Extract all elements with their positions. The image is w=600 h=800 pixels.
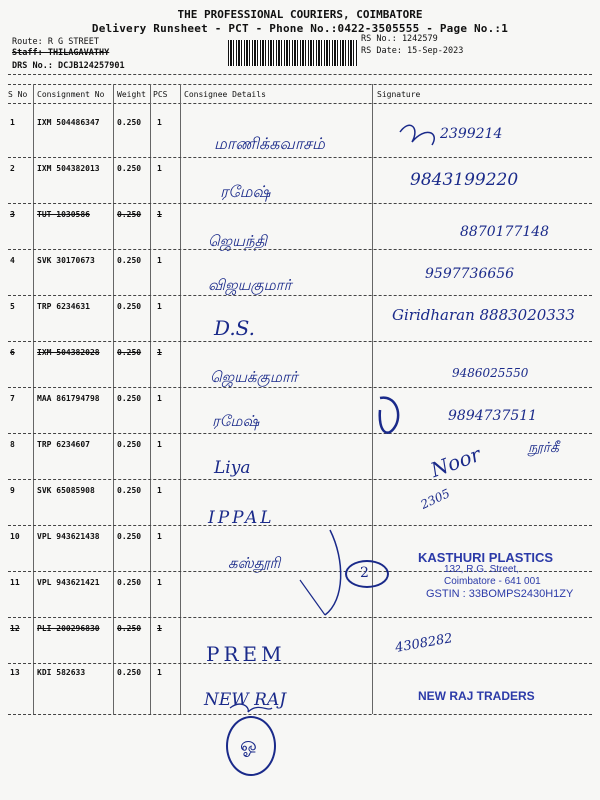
- row-consignee: NEW RAJ: [204, 690, 287, 710]
- row-consignee: மாணிக்கவாசம்: [214, 134, 325, 153]
- route-label: Route: R G STREET: [12, 37, 99, 47]
- row-consignment: IXM 504486347: [37, 118, 100, 127]
- row-consignment: TRP 6234607: [37, 440, 90, 449]
- stamp-line: Coimbatore - 641 001: [444, 576, 541, 587]
- row-pcs: 1: [157, 256, 162, 265]
- row-pcs: 1: [157, 394, 162, 403]
- row-weight: 0.250: [117, 118, 142, 127]
- col-header-pcs: PCS: [153, 90, 168, 99]
- col-header-weight: Weight: [117, 90, 146, 99]
- row-consignment: TUT 1030586: [37, 210, 90, 219]
- stamp-line: KASTHURI PLASTICS: [418, 550, 554, 565]
- row-pcs: 1: [157, 164, 162, 173]
- row-signature: 2305: [418, 486, 453, 512]
- row-pcs: 1: [157, 624, 162, 633]
- extra-signature: நூர்கீ: [528, 440, 559, 456]
- row-weight: 0.250: [117, 440, 142, 449]
- row-signature: Noor: [427, 441, 484, 483]
- row-weight: 0.250: [117, 164, 142, 173]
- row-pcs: 1: [157, 668, 162, 677]
- row-pcs: 1: [157, 532, 162, 541]
- row-pcs: 1: [157, 210, 162, 219]
- seal-mark-text: ஓ: [240, 732, 257, 756]
- row-pcs: 1: [157, 118, 162, 127]
- row-weight: 0.250: [117, 578, 142, 587]
- circled-number: [345, 560, 389, 588]
- rs-date-label: RS Date: 15-Sep-2023: [361, 46, 464, 56]
- row-pcs: 1: [157, 440, 162, 449]
- row-consignment: TRP 6234631: [37, 302, 90, 311]
- row-sno: 8: [10, 440, 15, 449]
- row-weight: 0.250: [117, 394, 142, 403]
- row-weight: 0.250: [117, 302, 142, 311]
- kasthuri-plastics-stamp: [418, 552, 573, 600]
- handwritten-seal-mark: [226, 716, 276, 776]
- row-consignee: Liya: [214, 458, 251, 478]
- rs-no-label: RS No.: 1242579: [361, 34, 438, 44]
- stamp-line: GSTIN : 33BOMPS2430H1ZY: [426, 588, 574, 600]
- row-signature: 9597736656: [425, 266, 515, 282]
- col-header-consignee: Consignee Details: [184, 90, 266, 99]
- row-consignment: KDI 582633: [37, 668, 86, 677]
- col-header-sno: S No: [8, 90, 28, 99]
- row-consignment: SVK 65085908: [37, 486, 95, 495]
- row-signature: 9843199220: [410, 170, 519, 190]
- row-consignee: விஜயகுமார்: [208, 276, 292, 294]
- row-weight: 0.250: [117, 624, 142, 633]
- row-consignment: SVK 30170673: [37, 256, 95, 265]
- row-pcs: 1: [157, 348, 162, 357]
- row-sno: 10: [10, 532, 20, 541]
- row-pcs: 1: [157, 486, 162, 495]
- row-consignee: PREM: [206, 642, 286, 666]
- row-weight: 0.250: [117, 486, 142, 495]
- row-sno: 6: [10, 348, 15, 357]
- row-sno: 9: [10, 486, 15, 495]
- new-raj-traders-stamp: NEW RAJ TRADERS: [418, 689, 535, 703]
- row-signature: 9894737511: [448, 408, 538, 424]
- row-weight: 0.250: [117, 532, 142, 541]
- row-consignee: ஜெயந்தி: [208, 232, 267, 250]
- row-signature: 2399214: [440, 126, 503, 142]
- row-signature: 4308282: [394, 631, 454, 656]
- col-header-consignment: Consignment No: [37, 90, 105, 99]
- row-consignee: ஜெயக்குமார்: [210, 368, 298, 386]
- row-consignment: IXM 504382013: [37, 164, 100, 173]
- row-sno: 4: [10, 256, 15, 265]
- row-signature: Giridharan 8883020333: [392, 306, 575, 324]
- circled-number-text: 2: [360, 565, 369, 581]
- row-sno: 5: [10, 302, 15, 311]
- drs-label: DRS No.: DCJB124257901: [12, 61, 125, 71]
- row-consignee: IPPAL: [208, 508, 275, 528]
- row-weight: 0.250: [117, 348, 142, 357]
- row-weight: 0.250: [117, 256, 142, 265]
- stamp-line: 132, R.G. Street,: [444, 564, 520, 575]
- row-consignment: IXM 504382028: [37, 348, 100, 357]
- row-sno: 7: [10, 394, 15, 403]
- company-title: THE PROFESSIONAL COURIERS, COIMBATORE: [177, 8, 423, 21]
- row-consignee: கஸ்தூரி: [228, 554, 281, 572]
- row-sno: 12: [10, 624, 20, 633]
- row-sno: 11: [10, 578, 20, 587]
- row-consignment: PLI 200296830: [37, 624, 100, 633]
- row-pcs: 1: [157, 578, 162, 587]
- row-consignment: MAA 861794798: [37, 394, 100, 403]
- staff-label: Staff: THILAGAVATHY: [12, 48, 110, 58]
- row-pcs: 1: [157, 302, 162, 311]
- row-consignee: ரமேஷ்: [220, 182, 271, 201]
- row-sno: 1: [10, 118, 15, 127]
- row-weight: 0.250: [117, 210, 142, 219]
- row-consignment: VPL 943621421: [37, 578, 100, 587]
- row-consignee: D.S.: [214, 316, 256, 340]
- row-signature: 9486025550: [452, 366, 529, 380]
- row-weight: 0.250: [117, 668, 142, 677]
- row-consignee: ரமேஷ்: [212, 412, 260, 430]
- runsheet-title: Delivery Runsheet - PCT - Phone No.:0422-3505555 - Page No.:1: [91, 22, 509, 35]
- row-consignment: VPL 943621438: [37, 532, 100, 541]
- row-sno: 2: [10, 164, 15, 173]
- row-sno: 13: [10, 668, 20, 677]
- row-sno: 3: [10, 210, 15, 219]
- col-header-signature: Signature: [377, 90, 421, 99]
- row-signature: 8870177148: [460, 224, 550, 240]
